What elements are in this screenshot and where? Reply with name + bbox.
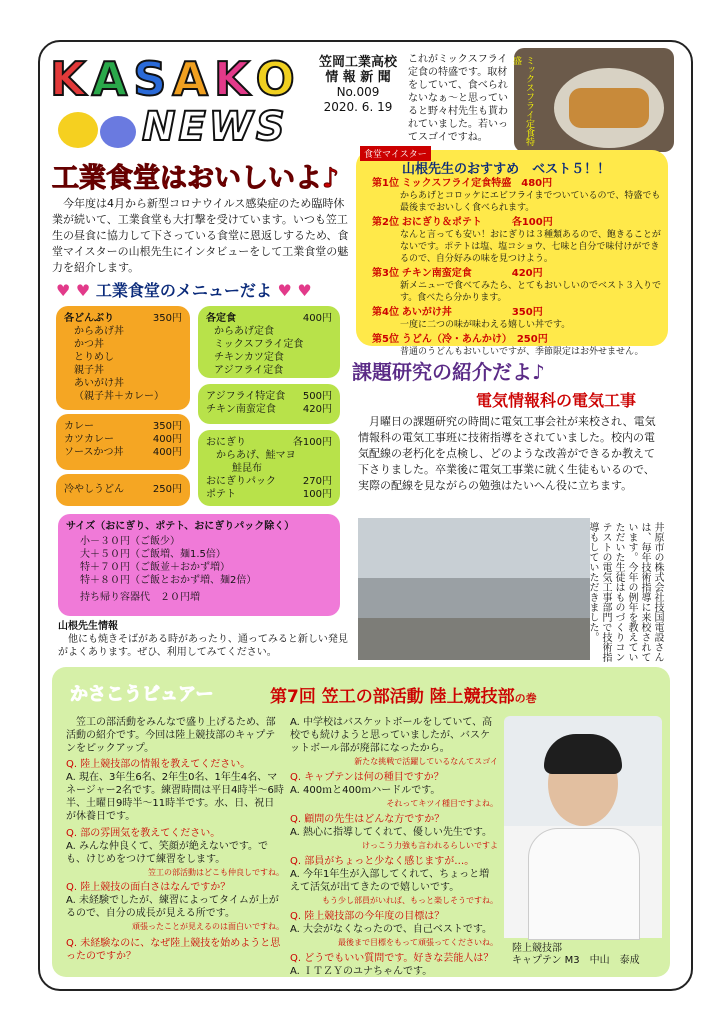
menu-heading-text: 工業食堂のメニューだよ [95,281,272,300]
item-desc: 一度に二つの味が味わえる嬉しい丼です。 [400,320,571,330]
menu-item: ミックスフライ定食 [214,339,304,350]
paper-name: 情 報 新 聞 [325,70,391,85]
logo-letter: K [50,52,88,106]
research-vertical-caption: 井原市の株式会社技国電設さんは、毎年技術指導に来校されています。今年の例年を教えていただいた生徒はものづくりコンテストの電気工事部門で技術指導もしていただきました。 [587,522,663,662]
size-note: 持ち帰り容器代 ２０円増 [80,592,200,603]
recommend-title: 山根先生のおすすめ ベスト５！！ [402,162,611,177]
teishoku-box [198,306,340,378]
question: Q. 部員がちょっと少なく感じますが…。 [290,856,475,867]
food-photo [511,48,674,152]
cafeteria-lead: 今年度は4月から新型コロナウイルス感染症のため臨時休業が続いて、工業食堂も大打撃を受けています。いつも笠工生の昼食に協力して下さっている食堂に恩返しするため、食堂マイスターの山根先生にインタビューをして工業食堂の魅力を紹介します。 [52,197,349,274]
answer: A. 400ｍと400ｍハードルです。 [290,785,441,796]
question: Q. 陸上競技の面白さはなんですか？ [66,882,231,893]
question: Q. どうでもいい質問です。好きな芸能人は？ [290,953,494,964]
question: Q. キャプテンは何の種目ですか？ [290,772,444,783]
onigiri-box [198,430,340,506]
answer: A. 未経験でしたが、練習によってタイムが上がるので、自分の成長が見える所です。 [66,895,279,919]
fruit-illustration-icon [58,112,98,148]
rank: 第2位 [372,217,399,228]
cafeteria-title: 工業食堂はおいしいよ♪ [52,163,340,194]
udon-box [56,474,190,506]
menu-item: アジフライ特定食 [206,391,286,402]
menu-item: かつ丼 [74,339,104,350]
qa-item [66,937,284,963]
menu-item: おにぎり [206,437,246,448]
curry-box [56,414,190,470]
comment: 笠工の部活動はどこも仲良しですね。 [148,868,284,877]
menu-price: 400円 [152,447,182,458]
issue-number: No.009 [336,85,380,99]
photo-description: これがミックスフライ定食の特盛です。取材をしていて、食べられないなぁ～と思っていると野々村先生も貰われていました。若いってスゴイですね。 [408,54,508,143]
question: Q. 未経験なのに、なぜ陸上競技を始めようと思ったのですか？ [66,938,281,962]
menu-price: 420円 [302,404,332,415]
masthead [318,55,398,115]
donburi-box [56,306,190,410]
captain-photo [504,716,662,938]
teacher-info [58,620,348,659]
question: Q. 陸上競技部の情報を教えてください。 [66,759,251,770]
research-title: 課題研究の紹介だよ♪ [352,360,545,384]
qa-item [290,813,498,852]
menu-item: からあげ、鮭マヨ [216,450,296,461]
menu-price: 250円 [152,484,182,495]
comment: もう少し部員がいれば、もっと楽しそうですね。 [322,896,498,905]
recommend-tag: 食堂マイスター [360,146,431,161]
qa-item [66,881,284,933]
answer: A. みんな仲良くて、笑顔が絶えないです。でも、けじめをつけて練習をします。 [66,841,269,865]
item-name: チキン南蛮定食 420円 [401,268,543,279]
comment: 最後まで目標をもって頑張ってくださいね。 [338,938,498,947]
heart-icon: ♥ ♥ [277,281,312,300]
list-item [372,268,662,304]
item-desc: からあげとコロッケにエビフライまでついているので、特盛でも最後までおいしく食べられます。 [400,191,661,213]
research-subtitle: 電気情報科の電気工事 [476,391,637,410]
hydrangea-illustration-icon [100,116,136,148]
qa-column-2 [290,716,498,978]
special-box [198,384,340,424]
item-desc: なんと言っても安い！おにぎりは３種類あるので、飽きることがないです。ポテトは塩、塩コショウ、七味と自分で味付けができるので、自分好みの味を見つけよう。 [400,230,661,264]
menu-item: 親子丼 [74,365,104,376]
comment: けっこう力強も言われるらしいですよ [362,841,498,850]
answer: A. 大会がなくなったので、自己ベストです。 [290,924,493,935]
caption-club: 陸上競技部 [512,943,562,954]
answer: A. 今年1年生が入部してくれて、ちょっと増えて活気が出てきたので嬉しいです。 [290,869,490,893]
answer: A. 現在、3年生6名、2年生0名、1年生4名、マネージャー2名です。練習時間は平日4時半～6時半、土曜日9時半～11時半です。水、日、祝日が休養日です。 [66,772,284,822]
size-item: 小－３０円（ご飯少） [80,536,180,547]
item-name: あいがけ丼 350円 [401,307,543,318]
logo-news: NEWS [142,104,288,150]
menu-price: 400円 [152,434,182,445]
item-desc: 新メニューで食べてみたら、とてもおいしいのでベスト３入りです。食べたら分かります。 [400,281,662,303]
captain-caption [512,943,640,967]
size-box [58,514,340,616]
club-intro: 笠工の部活動をみんなで盛り上げるため、部活動の紹介です。今回は陸上競技部のキャプテンをピックアップ。 [66,717,276,754]
item-name: おにぎり＆ポテト 各100円 [401,217,553,228]
qa-item [290,952,498,978]
menu-heading [56,278,312,301]
size-title: サイズ（おにぎり、ポテト、おにぎりパック除く） [66,521,295,532]
menu-section-title: 各どんぶり [64,313,114,324]
rank: 第3位 [372,268,399,279]
list-item [372,217,662,265]
menu-section-title: 各定食 [206,313,236,324]
research-text: 月曜日の課題研究の時間に電気工事会社が来校され、電気情報科の電気工事班に技術指導をされていました。校内の電気配線の老朽化を点検し、どのような改善ができるか教えて下さりました。卒業後に電気工事業に就く生徒もいるので、実際の配線を見ながらの勉強はたいへん役に立ちます。 [358,415,656,492]
menu-item: カレー [64,421,94,432]
menu-item: おにぎりパック [206,476,276,487]
caption-name: キャプテン M3 中山 泰成 [512,955,640,966]
menu-item: チキンカツ定食 [214,352,284,363]
comment: 頑張ったことが見えるのは面白いですね。 [132,922,284,931]
qa-item [290,771,498,810]
rank: 第4位 [372,307,399,318]
size-item: 特＋８０円（ご飯とおかず増、麺2倍） [80,575,257,586]
item-name: うどん（冷・あんかけ） 250円 [401,334,548,345]
menu-price: 100円 [302,489,332,500]
menu-price: 350円 [152,421,182,432]
logo-letter: A [172,52,211,106]
logo-letter: A [91,52,130,106]
question: Q. 顧問の先生はどんな方ですか？ [290,814,445,825]
list-item [372,307,662,331]
info-title: 山根先生情報 [58,621,118,632]
menu-item: 鮭昆布 [232,463,262,474]
club-title-suffix: の巻 [514,692,537,705]
school-name: 笠岡工業高校 [318,55,397,70]
logo-letter: S [133,52,169,106]
issue-date: 2020. 6. 19 [323,100,393,114]
menu-item: カツカレー [64,434,114,445]
menu-item: （親子丼＋カレー） [74,391,164,402]
question: Q. 部の雰囲気を教えてください。 [66,828,221,839]
size-item: 大＋５０円（ご飯増、麺1.5倍） [80,549,226,560]
menu-item: チキン南蛮定食 [206,404,276,415]
question: Q. 陸上競技部の今年度の目標は？ [290,911,445,922]
size-item: 特＋７０円（ご飯並＋おかず増） [80,562,230,573]
item-desc: 普通のうどんもおいしいですが、季節限定はお外せません。 [400,347,644,357]
menu-price: 各100円 [292,437,332,448]
menu-item: あいがけ丼 [74,378,124,389]
menu-price: 270円 [302,476,332,487]
menu-item: ソースかつ丼 [64,447,124,458]
club-title [270,682,537,707]
qa-item [290,855,498,907]
answer: A. 熱心に指導してくれて、優しい先生です。 [290,827,493,838]
comment: 新たな挑戦で活躍しているなんてスゴイ [354,757,498,766]
rank: 第1位 [372,178,399,189]
qa-item [66,758,284,823]
club-series-title: かさこうビュアー [70,684,214,705]
menu-item: からあげ定食 [214,326,274,337]
rank: 第5位 [372,334,399,345]
recommend-list [372,178,662,361]
menu-item: ポテト [206,489,236,500]
answer: A. ＩＴＺＹのユナちゃんです。 [290,966,433,977]
list-item [372,178,662,214]
list-item [372,334,662,358]
logo-letter: O [255,52,297,106]
research-photo [358,518,590,660]
photo-label: ミックスフライ定食特盛 [511,56,534,146]
heart-icon: ♥ ♥ [56,281,91,300]
item-name: ミックスフライ定食特盛 480円 [401,178,553,189]
qa-item [290,716,498,768]
menu-item: からあげ丼 [74,326,124,337]
comment: それってキツイ種目ですよね。 [386,799,498,808]
menu-item: とりめし [74,352,114,363]
menu-item: 冷やしうどん [64,484,124,495]
answer: A. 中学校はバスケットボールをしていて、高校でも続けようと思っていましたが、バスケットボール部が廃部になったから。 [290,717,493,754]
club-title-text: 第7回 笠工の部活動 陸上競技部 [270,687,515,707]
menu-price: 500円 [302,391,332,402]
info-text: 他にも焼きそばがある時があったり、通ってみると新しい発見がよくあります。ぜひ、利用してみてください。 [58,634,348,658]
menu-item: アジフライ定食 [214,365,284,376]
qa-column-1 [66,758,284,963]
kasako-news-logo [50,52,314,152]
menu-price: 400円 [302,313,332,324]
qa-item [66,827,284,879]
menu-price: 350円 [152,313,182,324]
qa-item [290,910,498,949]
logo-letter: K [214,52,252,106]
